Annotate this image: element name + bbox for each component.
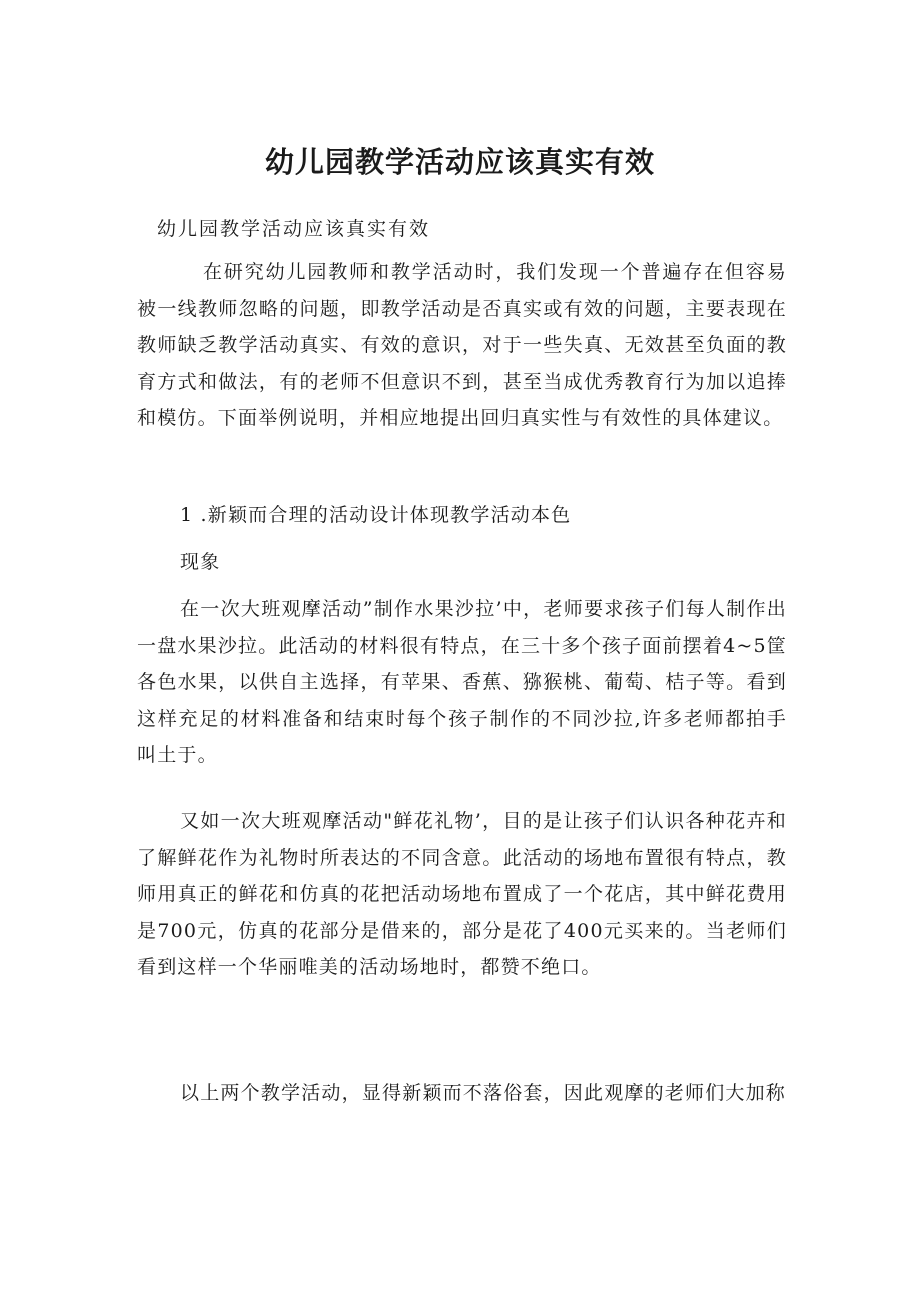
document-title: 幼儿园教学活动应该真实有效 xyxy=(264,145,655,179)
paragraph-intro: 在研究幼儿园教师和教学活动时，我们发现一个普遍存在但容易被一线教师忽略的问题，即教学活动是否真实或有效的问题，主要表现在教师缺乏教学活动真实、有效的意识，对于一些失真、无效甚至负面的教育方式和做法，有的老师不但意识不到，甚至当成优秀教育行为加以追捧和模仿。下面举例说明，并相应地提出回归真实性与有效性的具体建议。 xyxy=(137,261,787,429)
section-heading: 1 .新颖而合理的活动设计体现教学活动本色 xyxy=(180,504,572,526)
paragraph-summary: 以上两个教学活动，显得新颖而不落俗套，因此观摩的老师们大加称 xyxy=(180,1082,787,1104)
paragraph-fruit-salad: 在一次大班观摩活动”制作水果沙拉’中，老师要求孩子们每人制作出一盘水果沙拉。此活动的材料很有特点，在三十多个孩子面前摆着4~5筐各色水果，以供自主选择，有苹果、香蕉、猕猴桃、葡萄、桔子等。看到这样充足的材料准备和结束时每个孩子制作的不同沙拉,许多老师都拍手叫土于。 xyxy=(137,598,787,766)
document-subtitle: 幼儿园教学活动应该真实有效 xyxy=(157,218,431,240)
subsection-heading: 现象 xyxy=(180,551,221,573)
paragraph-flower-gift: 又如一次大班观摩活动"鲜花礼物’，目的是让孩子们认识各种花卉和了解鲜花作为礼物时所表达的不同含意。此活动的场地布置很有特点，教师用真正的鲜花和仿真的花把活动场地布置成了一个花店，其中鲜花费用是700元，仿真的花部分是借来的，部分是花了400元买来的。当老师们看到这样一个华丽唯美的活动场地时，都赞不绝口。 xyxy=(137,810,787,978)
